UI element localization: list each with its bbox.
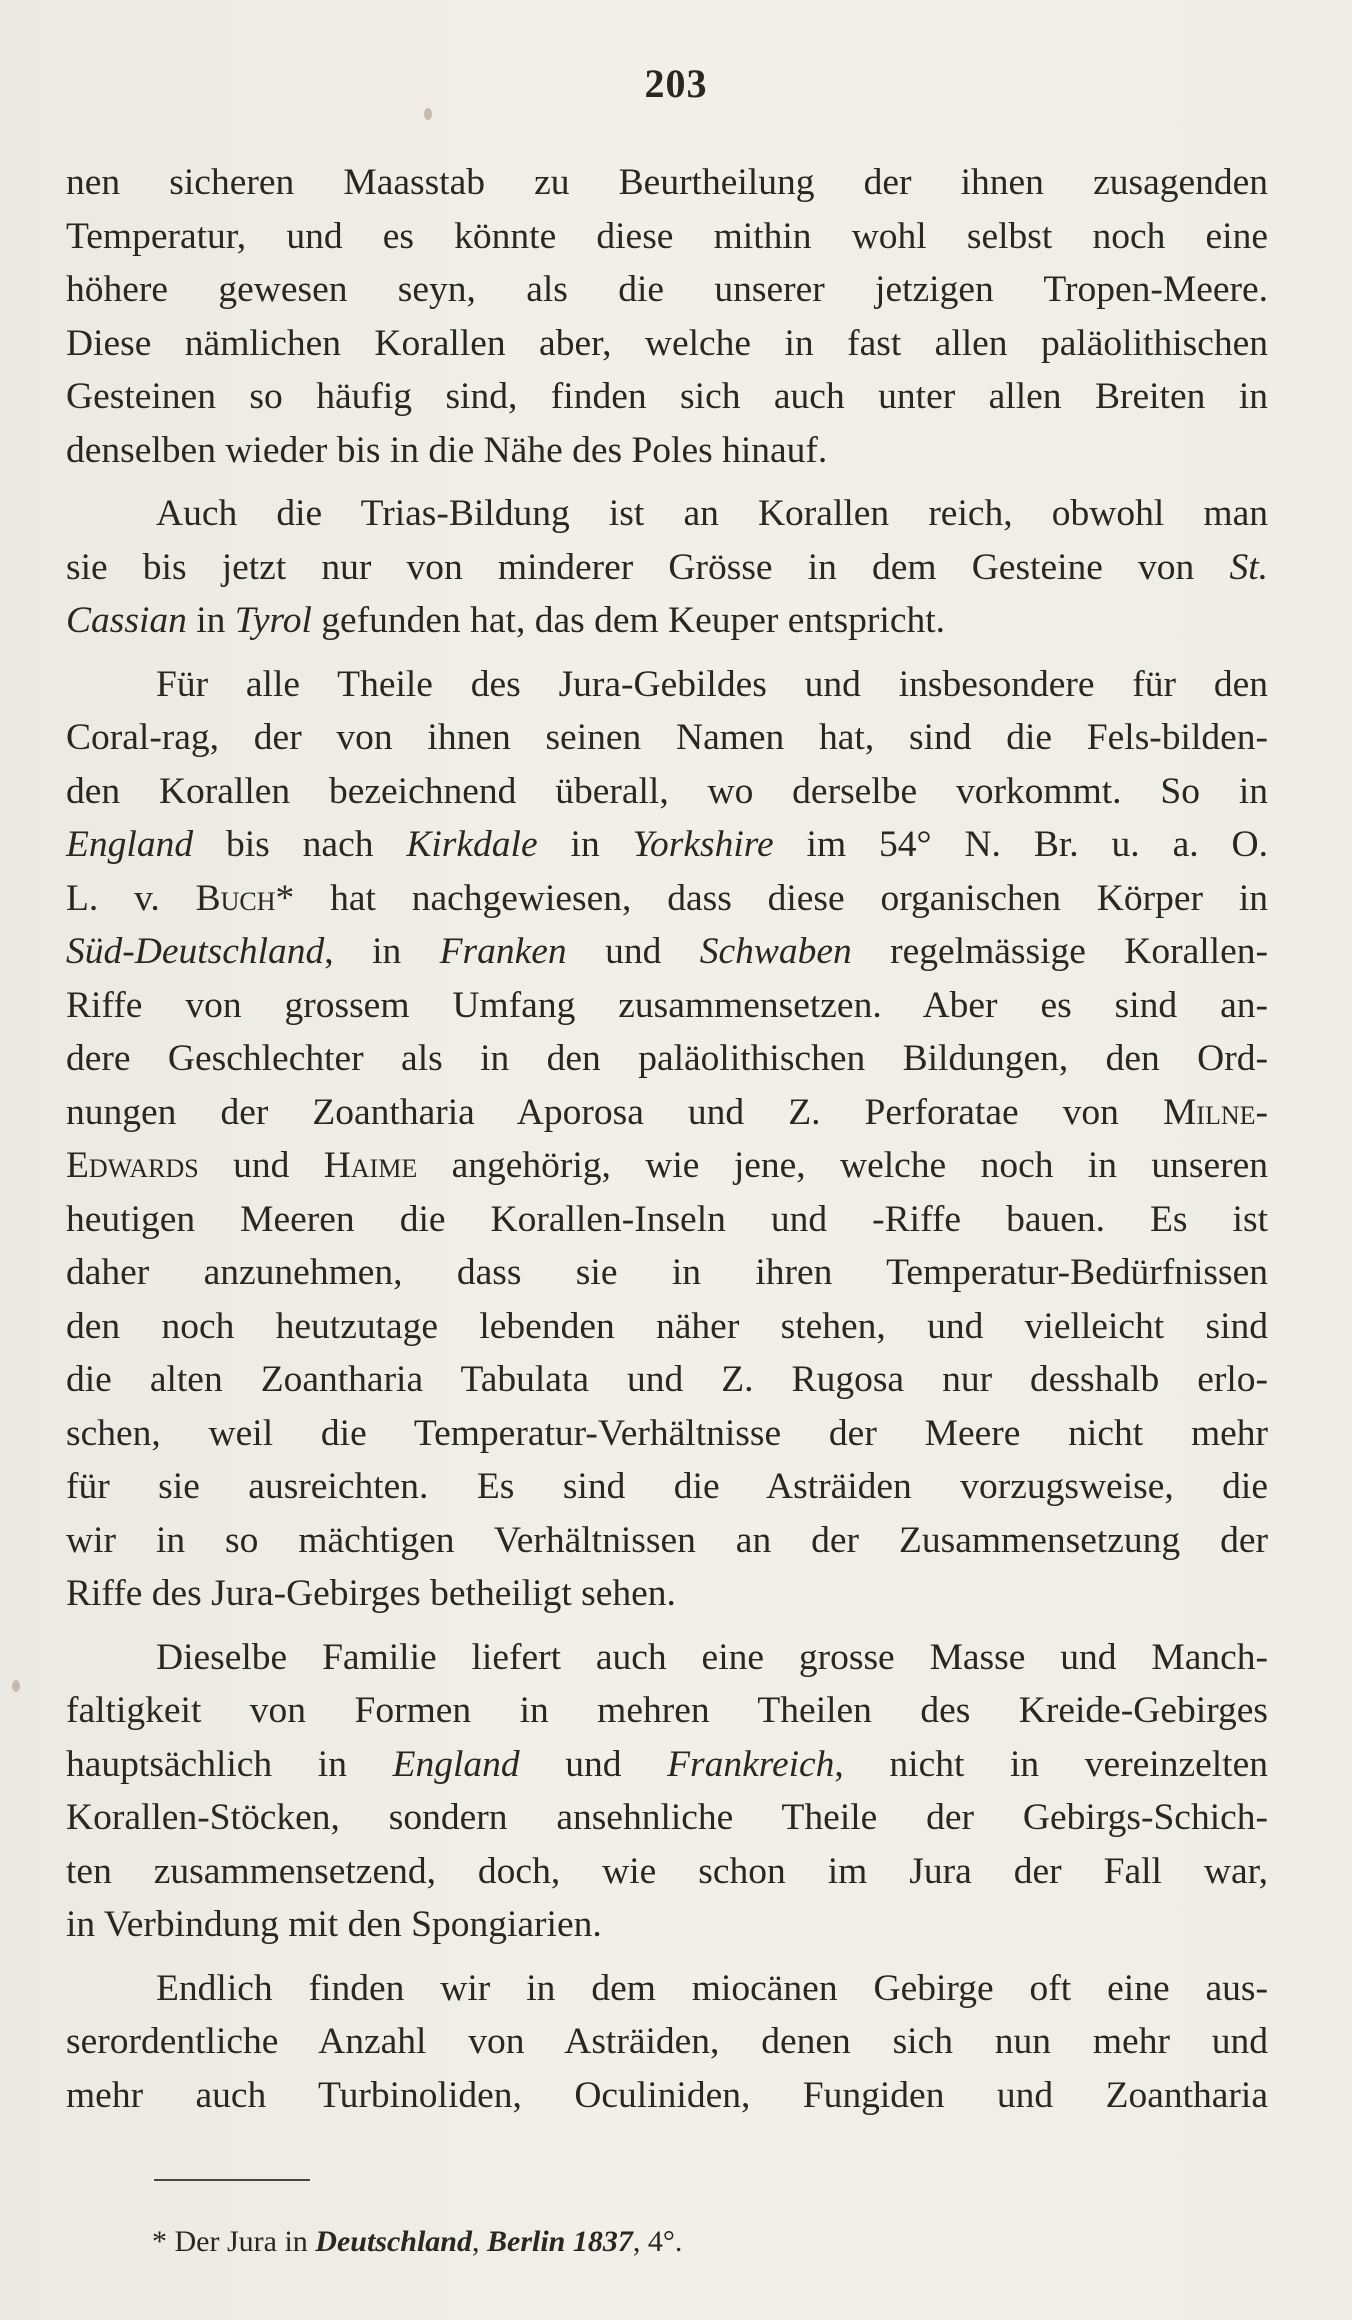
footnote-text: Der Jura in [174, 2225, 316, 2258]
text-line [66, 818, 1268, 872]
italic-run: England [66, 824, 194, 865]
text-line: Coral-rag, der von ihnen seinen Namen hat, sind die Fels-bilden- [66, 717, 1268, 758]
text-run: L. v. [66, 877, 196, 919]
footnote-city-year: Berlin 1837 [487, 2225, 633, 2258]
text-run: gefunden hat, das dem Keuper entspricht. [311, 600, 946, 641]
paragraph [66, 1631, 1268, 1952]
text-line: schen, weil die Temperatur-Verhältnisse der Meere nicht mehr [66, 1412, 1268, 1454]
text-run: * hat nachgewiesen, dass diese organischen Körper in [275, 877, 1268, 919]
text-line [66, 925, 1268, 979]
author-name: Buch [195, 877, 276, 919]
text-line: für sie ausreichten. Es sind die Asträiden vorzugsweise, die [66, 1466, 1268, 1507]
text-line: Auch die Trias-Bildung ist an Korallen reich, obwohl man [156, 493, 1268, 534]
text-line: Temperatur, und es könnte diese mithin wohl selbst noch eine [66, 215, 1268, 257]
text-line: serordentliche Anzahl von Asträiden, denen sich nun mehr und [66, 2021, 1268, 2062]
text-run: in [186, 600, 235, 641]
text-run: , nicht in vereinzelten [834, 1743, 1268, 1785]
text-line: daher anzunehmen, dass sie in ihren Temperatur-Bedürfnissen [66, 1252, 1268, 1293]
text-line: Endlich finden wir in dem miocänen Gebirge oft eine aus- [156, 1967, 1268, 2009]
text-line: den Korallen bezeichnend überall, wo derselbe vorkommt. So in [66, 770, 1268, 812]
author-name: Edwards [66, 1145, 199, 1186]
italic-run: Schwaben [699, 931, 852, 972]
text-run: hauptsächlich in [66, 1743, 393, 1785]
footnote-marker: * [152, 2225, 167, 2258]
text-line [66, 1139, 1268, 1193]
italic-run: England [392, 1743, 520, 1785]
text-run: und [566, 931, 700, 972]
text-line: Gesteinen so häufig sind, finden sich auch unter allen Breiten in [66, 376, 1268, 417]
text-line: Für alle Theile des Jura-Gebildes und insbesondere für den [156, 663, 1268, 705]
text-line: in Verbindung mit den Spongiarien. [66, 1904, 602, 1945]
text-line [66, 1086, 1268, 1140]
ink-speck [12, 1680, 20, 1692]
text-run: und [198, 1145, 324, 1186]
page-number: 203 [644, 61, 708, 106]
body-text [66, 156, 1268, 2132]
paragraph [66, 1962, 1268, 2123]
paragraph [66, 156, 1268, 477]
text-line: die alten Zoantharia Tabulata und Z. Rugosa nur desshalb erlo- [66, 1359, 1268, 1400]
italic-run: Frankreich [667, 1743, 835, 1785]
text-line [66, 872, 1268, 926]
italic-run: Yorkshire [632, 824, 774, 865]
text-run: bis nach [193, 824, 407, 865]
text-line [66, 541, 1268, 595]
paragraph [66, 658, 1268, 1621]
ink-speck [424, 108, 432, 120]
author-name: Haime [323, 1145, 418, 1186]
text-line: heutigen Meeren die Korallen-Inseln und -Riffe bauen. Es ist [66, 1198, 1268, 1240]
text-run: im 54° N. Br. u. a. O. [773, 824, 1268, 865]
text-line: ten zusammensetzend, doch, wie schon im Jura der Fall war, [66, 1850, 1268, 1892]
text-run: regelmässige Korallen- [851, 931, 1268, 972]
italic-run: Kirkdale [406, 824, 538, 865]
italic-run: St. [1229, 546, 1268, 588]
footnote-text: , [472, 2225, 487, 2258]
footnote-divider [154, 2179, 310, 2181]
text-run: sie bis jetzt nur von minderer Grösse in dem Gesteine von [66, 546, 1230, 588]
italic-run: Franken [439, 931, 567, 972]
text-run: angehörig, wie jene, welche noch in unseren [417, 1145, 1268, 1186]
italic-run: Tyrol [234, 600, 312, 641]
author-name: Milne- [1162, 1091, 1268, 1133]
text-line: Korallen-Stöcken, sondern ansehnliche Theile der Gebirgs-Schich- [66, 1797, 1268, 1838]
text-line: Diese nämlichen Korallen aber, welche in fast allen paläolithischen [66, 322, 1268, 364]
text-line: Riffe von grossem Umfang zusammensetzen. Aber es sind an- [66, 984, 1268, 1026]
text-line: den noch heutzutage lebenden näher stehen, und vielleicht sind [66, 1305, 1268, 1347]
text-run: in [537, 824, 633, 865]
text-run: und [519, 1743, 668, 1785]
text-line [66, 594, 1268, 648]
paragraph [66, 487, 1268, 648]
text-run: nungen der Zoantharia Aporosa und Z. Perforatae von [66, 1091, 1163, 1133]
text-line [66, 1738, 1268, 1792]
text-run: , in [324, 931, 440, 972]
text-line: Dieselbe Familie liefert auch eine grosse Masse und Manch- [156, 1636, 1268, 1678]
text-line: denselben wieder bis in die Nähe des Poles hinauf. [66, 429, 828, 471]
footnote [152, 2222, 682, 2262]
text-line: mehr auch Turbinoliden, Oculiniden, Fungiden und Zoantharia [66, 2074, 1268, 2116]
footnote-place: Deutschland [315, 2225, 472, 2258]
italic-run: Süd-Deutschland [66, 931, 325, 972]
text-line: faltigkeit von Formen in mehren Theilen des Kreide-Gebirges [66, 1690, 1268, 1731]
text-line: wir in so mächtigen Verhältnissen an der Zusammensetzung der [66, 1519, 1268, 1561]
text-line: nen sicheren Maasstab zu Beurtheilung der ihnen zusagenden [66, 162, 1268, 203]
footnote-text: , 4°. [632, 2225, 683, 2258]
text-line: dere Geschlechter als in den paläolithischen Bildungen, den Ord- [66, 1038, 1268, 1079]
text-line: Riffe des Jura-Gebirges betheiligt sehen. [66, 1573, 676, 1614]
text-line: höhere gewesen seyn, als die unserer jetzigen Tropen-Meere. [66, 269, 1268, 310]
italic-run: Cassian [66, 600, 187, 641]
